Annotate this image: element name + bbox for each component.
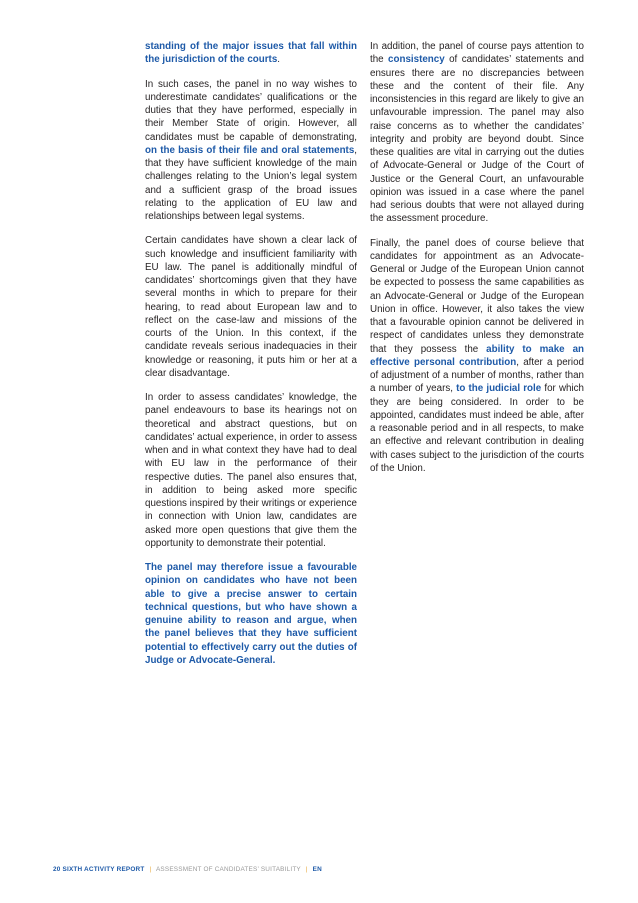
report-title: SIXTH ACTIVITY REPORT — [62, 866, 145, 873]
highlight-file-oral: on the basis of their file and oral statements — [145, 144, 355, 156]
section-title: ASSESSMENT OF CANDIDATES’ SUITABILITY — [155, 866, 301, 873]
highlight-contribution: ability to make an effective personal contribution — [370, 343, 584, 368]
left-paragraph-5-emphasis: The panel may therefore issue a favourable opinion on candidates who have not been able to give a precise answer to certain technical questions, but who have shown a genuine ability to reason and argue, when the panel believes that they have sufficient potential to effectively carry out the duties of Judge or Advocate-General. — [145, 562, 357, 666]
page-footer — [53, 866, 322, 873]
highlight-jurisdiction: standing of the major issues that fall within the jurisdiction of the courts — [145, 41, 357, 66]
left-paragraph-1: standing of the major issues that fall within the jurisdiction of the courts. — [145, 41, 357, 66]
footer-separator: | — [149, 866, 152, 873]
highlight-judicial-role: to the judicial role — [456, 383, 542, 395]
left-paragraph-2: In such cases, the panel in no way wishes to underestimate candidates’ qualifications or the duties that they have performed, especially in their Member State of origin. However, all candidates must be capable of demonstrating, on the basis of their file and oral statements, that they have sufficient knowledge of the main challenges relating to the Union’s legal system and a sufficient grasp of the broad issues relating to the application of EU law and relationships between legal systems. — [145, 78, 357, 222]
right-paragraph-1: In addition, the panel of course pays attention to the consistency of candidates’ statements and ensures there are no discrepancies between these and the content of their file. Any inconsistencies in this regard are likely to give an unfavourable impression. The panel may also raise concerns as to whether the candidates’ integrity and probity are beyond doubt. Since these qualities are vital in carrying out the duties of Advocate-General or Judge of the Court of Justice or the General Court, an unfavourable opinion was issued in a case where the panel had serious doubts that were not allayed during the assessment procedure. — [370, 41, 584, 225]
left-column — [145, 40, 357, 678]
left-paragraph-3: Certain candidates have shown a clear lack of such knowledge and insufficient familiarity with EU law. The panel is additionally mindful of candidates’ shortcomings given that they have several months in which to prepare for their hearing, to read about European law and to reflect on the case-law and missions of the courts of the Union. In this context, if the candidate reveals serious inadequacies in their knowledge or reasoning, it puts him or her at a clear disadvantage. — [145, 235, 357, 379]
left-paragraph-4: In order to assess candidates’ knowledge, the panel endeavours to base its hearings not on theoretical and abstract questions, but on candidates’ actual experience, in order to assess when and in what context they have had to deal with EU law in the performance of their respective duties. The panel also ensures that, in addition to being asked more specific questions inspired by their writings or experience in connection with Union law, candidates are asked more open questions that give them the opportunity to demonstrate their potential. — [145, 392, 357, 549]
right-paragraph-2: Finally, the panel does of course believe that candidates for appointment as an Advocate-General or Judge of the European Union cannot be expected to possess the same capabilities as an Advocate-General or Judge of the European Union in office. However, it also takes the view that a favourable opinion cannot be delivered in respect of candidates unless they demonstrate that they possess the ability to make an effective personal contribution, after a period of adjustment of a number of months, rather than a number of years, to the judicial role for which they are being considered. In order to be appointed, candidates must indeed be able, after a reasonable period and in all respects, to make an effective and relevant contribution in dealing with cases subject to the jurisdiction of the courts of the Union. — [370, 237, 584, 474]
footer-separator: | — [305, 866, 308, 873]
language-code: EN — [312, 866, 322, 873]
highlight-consistency: consistency — [388, 54, 445, 66]
page-number: 20 — [53, 866, 61, 873]
right-column — [370, 40, 584, 486]
